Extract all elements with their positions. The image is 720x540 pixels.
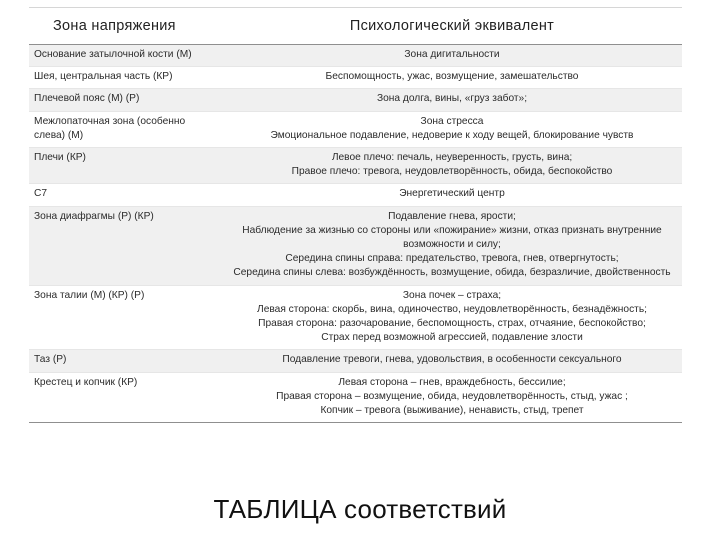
correspondence-table-container xyxy=(29,7,682,423)
meaning-cell: Зона дигитальности xyxy=(222,45,682,67)
table-row xyxy=(29,350,682,372)
zone-cell: Таз (Р) xyxy=(29,350,222,372)
table-row xyxy=(29,372,682,423)
zone-cell: Зона талии (М) (КР) (Р) xyxy=(29,285,222,350)
zone-cell: С7 xyxy=(29,184,222,206)
table-row xyxy=(29,184,682,206)
table-header-row xyxy=(29,8,682,45)
header-psychological-equivalent: Психологический эквивалент xyxy=(222,8,682,45)
meaning-cell: Подавление гнева, ярости; Наблюдение за жизнью со стороны или «пожирание» жизни, отказ признать внутренние возможности и силу; Середина спины справа: предательство, тревога, гнев, отвергнутость; Середина спины слева: возбуждённость, возмущение, обида, безразличие, двойственность xyxy=(222,206,682,285)
zone-cell: Зона диафрагмы (Р) (КР) xyxy=(29,206,222,285)
meaning-cell: Подавление тревоги, гнева, удовольствия, в особенности сексуального xyxy=(222,350,682,372)
meaning-cell: Левая сторона – гнев, враждебность, бессилие; Правая сторона – возмущение, обида, неудовлетворённость, стыд, ужас ; Копчик – тревога (выживание), ненависть, стыд, трепет xyxy=(222,372,682,423)
zone-cell: Межлопаточная зона (особенно слева) (М) xyxy=(29,111,222,147)
zone-cell: Плечи (КР) xyxy=(29,148,222,184)
table-row xyxy=(29,148,682,184)
zone-cell: Плечевой пояс (М) (Р) xyxy=(29,89,222,111)
correspondence-table xyxy=(29,7,682,423)
meaning-cell: Беспомощность, ужас, возмущение, замешательство xyxy=(222,67,682,89)
slide-caption: ТАБЛИЦА соответствий xyxy=(213,494,507,524)
meaning-cell: Зона стресса Эмоциональное подавление, недоверие к ходу вещей, блокирование чувств xyxy=(222,111,682,147)
header-tension-zone: Зона напряжения xyxy=(29,8,222,45)
zone-cell: Шея, центральная часть (КР) xyxy=(29,67,222,89)
meaning-cell: Энергетический центр xyxy=(222,184,682,206)
table-row xyxy=(29,67,682,89)
meaning-cell: Зона долга, вины, «груз забот»; xyxy=(222,89,682,111)
table-row xyxy=(29,89,682,111)
meaning-cell: Левое плечо: печаль, неуверенность, грусть, вина; Правое плечо: тревога, неудовлетворённость, обида, беспокойство xyxy=(222,148,682,184)
table-row xyxy=(29,45,682,67)
table-row xyxy=(29,111,682,147)
meaning-cell: Зона почек – страха; Левая сторона: скорбь, вина, одиночество, неудовлетворённость, безнадёжность; Правая сторона: разочарование, беспомощность, страх, отчаяние, беспокойство; Страх перед возможной агрессией, подавление злости xyxy=(222,285,682,350)
table-row xyxy=(29,285,682,350)
zone-cell: Крестец и копчик (КР) xyxy=(29,372,222,423)
zone-cell: Основание затылочной кости (М) xyxy=(29,45,222,67)
table-row xyxy=(29,206,682,285)
